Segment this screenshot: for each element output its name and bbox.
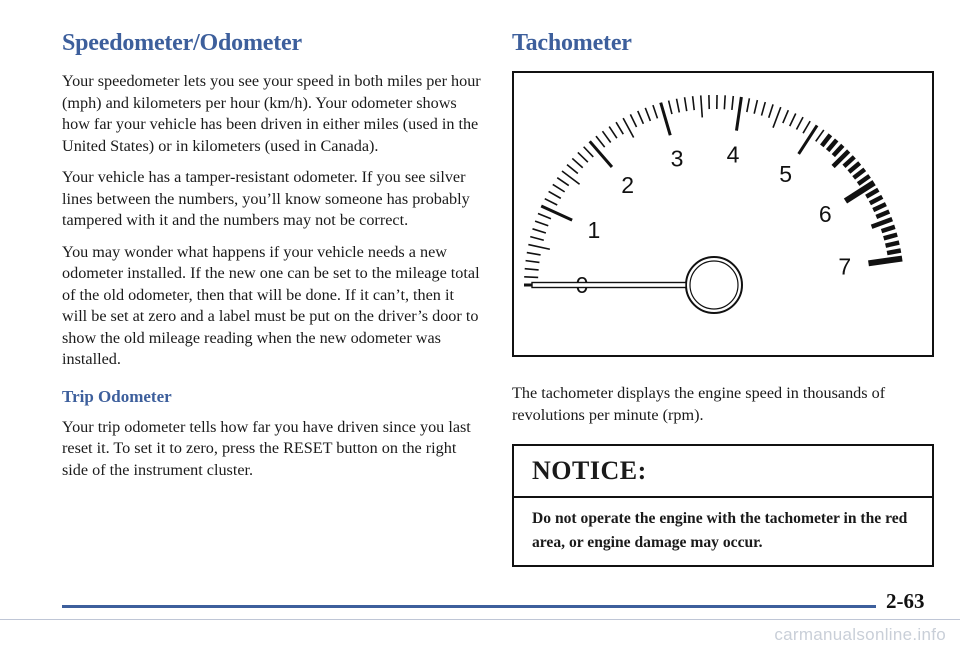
watermark: carmanualsonline.info [774,625,946,644]
minor-tick [527,253,541,255]
minor-tick [816,130,824,141]
minor-tick [572,158,582,167]
minor-tick [524,277,538,278]
minor-tick [693,96,695,110]
minor-tick [532,229,545,233]
speedometer-paragraph-2: Your vehicle has a tamper-resistant odometer. If you see silver lines between the numbers, you’ll know someone has probably tampered with it and the numbers may not be correct. [62,168,470,229]
notice-text: Do not operate the engine with the tachometer in the red area, or engine damage may occur. [532,510,908,551]
minor-tick [849,163,860,172]
minor-tick [761,102,765,115]
minor-tick [724,95,725,109]
minor-tick [870,197,882,203]
minor-tick [553,184,565,191]
gauge-number-3: 3 [670,145,684,172]
speedometer-paragraph-3: You may wonder what happens if your vehicle needs a new odometer installed. If the new one can be set to the mileage total of the old odometer, then that will be done. If it can’t, then it will be set at zero and a label must be put on the driver’s door to show the old mileage reading when the new odometer was installed. [62,242,480,368]
page-number: 2-63 [886,589,925,613]
left-column [62,30,482,491]
minor-tick [754,100,757,114]
minor-tick [645,108,650,121]
gauge-number-5: 5 [779,161,793,188]
minor-tick [886,243,900,246]
footer-thin-rule [0,619,960,620]
major-tick [590,141,612,167]
minor-tick [567,165,578,174]
minor-tick [873,204,886,210]
minor-tick [578,152,588,162]
minor-tick [796,117,803,129]
minor-tick [638,111,644,124]
minor-tick [538,213,551,218]
minor-tick [525,269,539,270]
minor-tick [616,122,623,134]
minor-tick [677,99,680,113]
minor-tick [602,131,610,142]
major-tick [868,259,902,264]
minor-tick [828,140,837,151]
tachometer-heading: Tachometer [512,30,632,56]
minor-tick [732,96,733,110]
gauge-needle [532,283,686,288]
minor-tick [609,127,617,139]
speedometer-paragraph-1: Your speedometer lets you see your speed in both miles per hour (mph) and kilometers per hour (km/h). Your odometer shows how far your vehicle has been driven in either miles (used in the United States) or in kilometers (used in Canada). [62,72,481,155]
minor-tick [882,227,895,231]
minor-tick [545,199,557,205]
minor-tick [884,235,897,239]
minor-tick [535,221,548,226]
minor-tick [803,121,810,133]
minor-tick [844,157,854,166]
minor-tick [557,178,569,186]
gauge-number-1: 1 [587,217,601,244]
minor-tick [872,219,893,227]
gauge-number-4: 4 [726,141,740,168]
minor-tick [773,107,781,128]
notice-box [512,444,934,567]
minor-tick [887,251,901,254]
minor-tick [701,95,703,117]
footer-rule [62,605,876,608]
minor-tick [526,261,540,263]
minor-tick [790,113,796,126]
minor-tick [866,190,878,197]
major-tick [799,125,817,154]
needle-hub [686,257,742,313]
trip-odometer-paragraph: Your trip odometer tells how far you have driven since you last reset it. To set it to zero, press the RESET button on the right side of the instrument cluster. [62,417,471,479]
minor-tick [584,147,594,157]
minor-tick [858,176,869,184]
gauge-number-2: 2 [621,172,635,199]
minor-tick [876,212,889,217]
minor-tick [747,98,750,112]
tachometer-gauge [514,73,932,355]
minor-tick [833,145,842,155]
major-tick [541,206,572,220]
major-tick [736,97,741,131]
speedometer-heading: Speedometer/Odometer [62,30,302,56]
minor-tick [854,169,865,178]
minor-tick [685,97,687,111]
minor-tick [822,135,831,146]
gauge-number-6: 6 [818,200,832,227]
minor-tick [630,114,636,127]
tachometer-illustration [512,71,934,357]
tachometer-caption: The tachometer displays the engine speed in thousands of revolutions per minute (rpm). [512,384,886,424]
gauge-number-7: 7 [838,253,852,280]
right-column [512,30,934,567]
major-tick [661,103,671,136]
minor-tick [530,237,544,241]
minor-tick [596,136,605,147]
minor-tick [669,101,672,115]
minor-tick [623,118,634,137]
minor-tick [653,105,657,118]
minor-tick [528,245,549,250]
trip-odometer-heading: Trip Odometer [62,386,172,406]
minor-tick [769,104,773,117]
minor-tick [783,110,788,123]
minor-tick [549,191,561,198]
notice-heading: NOTICE: [514,446,932,498]
